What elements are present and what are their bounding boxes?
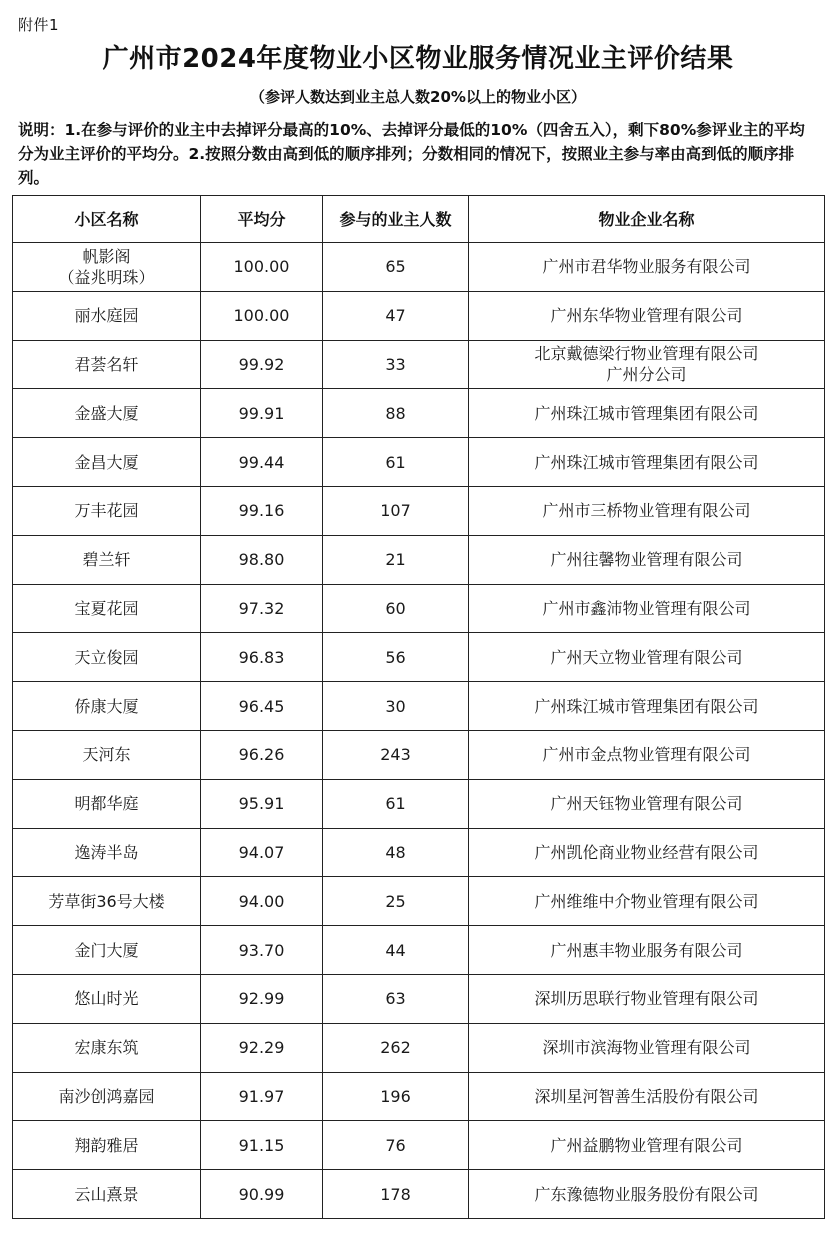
cell-company-name: 广州益鹏物业管理有限公司 (469, 1121, 825, 1170)
cell-participant-count: 65 (323, 243, 469, 292)
cell-community-name: 金盛大厦 (13, 389, 201, 438)
cell-average-score: 92.29 (201, 1023, 323, 1072)
table-row (13, 584, 825, 633)
cell-company-name: 广州珠江城市管理集团有限公司 (469, 389, 825, 438)
cell-company-name: 广州天立物业管理有限公司 (469, 633, 825, 682)
table-row (13, 974, 825, 1023)
table-row (13, 633, 825, 682)
cell-average-score: 94.07 (201, 828, 323, 877)
cell-average-score: 100.00 (201, 291, 323, 340)
cell-community-name: 逸涛半岛 (13, 828, 201, 877)
cell-average-score: 96.83 (201, 633, 323, 682)
table-row (13, 877, 825, 926)
cell-company-name: 北京戴德梁行物业管理有限公司 广州分公司 (469, 340, 825, 389)
cell-community-name: 宝夏花园 (13, 584, 201, 633)
cell-community-name: 帆影阁 （益兆明珠） (13, 243, 201, 292)
cell-participant-count: 107 (323, 486, 469, 535)
header-community-name: 小区名称 (13, 196, 201, 243)
table-body (13, 243, 825, 1219)
cell-company-name: 广州市三桥物业管理有限公司 (469, 486, 825, 535)
attachment-label: 附件1 (18, 16, 60, 34)
table-row (13, 828, 825, 877)
cell-company-name: 广州珠江城市管理集团有限公司 (469, 438, 825, 487)
cell-company-name: 广州凯伦商业物业经营有限公司 (469, 828, 825, 877)
cell-participant-count: 30 (323, 682, 469, 731)
cell-community-name: 丽水庭园 (13, 291, 201, 340)
cell-participant-count: 56 (323, 633, 469, 682)
cell-average-score: 99.44 (201, 438, 323, 487)
cell-community-name: 明都华庭 (13, 779, 201, 828)
table-row (13, 243, 825, 292)
table-row (13, 1072, 825, 1121)
cell-participant-count: 76 (323, 1121, 469, 1170)
cell-participant-count: 88 (323, 389, 469, 438)
table-row (13, 438, 825, 487)
cell-participant-count: 63 (323, 974, 469, 1023)
cell-company-name: 广州东华物业管理有限公司 (469, 291, 825, 340)
cell-participant-count: 196 (323, 1072, 469, 1121)
header-participant-count: 参与的业主人数 (323, 196, 469, 243)
cell-participant-count: 262 (323, 1023, 469, 1072)
cell-community-name: 悠山时光 (13, 974, 201, 1023)
cell-average-score: 99.91 (201, 389, 323, 438)
cell-participant-count: 33 (323, 340, 469, 389)
cell-average-score: 98.80 (201, 535, 323, 584)
cell-average-score: 94.00 (201, 877, 323, 926)
cell-participant-count: 48 (323, 828, 469, 877)
cell-average-score: 100.00 (201, 243, 323, 292)
cell-company-name: 深圳市滨海物业管理有限公司 (469, 1023, 825, 1072)
cell-average-score: 97.32 (201, 584, 323, 633)
table-row (13, 1121, 825, 1170)
cell-company-name: 深圳历思联行物业管理有限公司 (469, 974, 825, 1023)
header-average-score: 平均分 (201, 196, 323, 243)
cell-company-name: 广东豫德物业服务股份有限公司 (469, 1170, 825, 1219)
cell-average-score: 99.16 (201, 486, 323, 535)
table-row (13, 291, 825, 340)
table-row (13, 1170, 825, 1219)
cell-company-name: 广州市金点物业管理有限公司 (469, 730, 825, 779)
page-title: 广州市2024年度物业小区物业服务情况业主评价结果 (102, 44, 734, 74)
table-row (13, 486, 825, 535)
cell-average-score: 99.92 (201, 340, 323, 389)
cell-average-score: 92.99 (201, 974, 323, 1023)
cell-average-score: 91.15 (201, 1121, 323, 1170)
cell-participant-count: 61 (323, 779, 469, 828)
cell-average-score: 93.70 (201, 926, 323, 975)
cell-community-name: 天立俊园 (13, 633, 201, 682)
cell-company-name: 广州珠江城市管理集团有限公司 (469, 682, 825, 731)
cell-community-name: 万丰花园 (13, 486, 201, 535)
cell-community-name: 金昌大厦 (13, 438, 201, 487)
table-row (13, 535, 825, 584)
cell-participant-count: 21 (323, 535, 469, 584)
cell-company-name: 广州惠丰物业服务有限公司 (469, 926, 825, 975)
cell-community-name: 芳草街36号大楼 (13, 877, 201, 926)
cell-company-name: 深圳星河智善生活股份有限公司 (469, 1072, 825, 1121)
cell-community-name: 君荟名轩 (13, 340, 201, 389)
cell-average-score: 95.91 (201, 779, 323, 828)
header-company-name: 物业企业名称 (469, 196, 825, 243)
cell-average-score: 91.97 (201, 1072, 323, 1121)
table-row (13, 926, 825, 975)
cell-company-name: 广州市鑫沛物业管理有限公司 (469, 584, 825, 633)
cell-company-name: 广州天钰物业管理有限公司 (469, 779, 825, 828)
cell-average-score: 96.45 (201, 682, 323, 731)
table-row (13, 682, 825, 731)
cell-community-name: 侨康大厦 (13, 682, 201, 731)
cell-participant-count: 25 (323, 877, 469, 926)
table-row (13, 1023, 825, 1072)
cell-company-name: 广州市君华物业服务有限公司 (469, 243, 825, 292)
cell-community-name: 南沙创鸿嘉园 (13, 1072, 201, 1121)
table-row (13, 779, 825, 828)
cell-participant-count: 44 (323, 926, 469, 975)
cell-participant-count: 47 (323, 291, 469, 340)
cell-company-name: 广州维维中介物业管理有限公司 (469, 877, 825, 926)
cell-average-score: 96.26 (201, 730, 323, 779)
cell-participant-count: 60 (323, 584, 469, 633)
table-row (13, 389, 825, 438)
cell-community-name: 翔韵雅居 (13, 1121, 201, 1170)
table-row (13, 730, 825, 779)
results-table (12, 195, 825, 1219)
cell-community-name: 碧兰轩 (13, 535, 201, 584)
page-subtitle: （参评人数达到业主总人数20%以上的物业小区） (250, 88, 586, 106)
table-header-row (13, 196, 825, 243)
cell-community-name: 云山熹景 (13, 1170, 201, 1219)
cell-participant-count: 243 (323, 730, 469, 779)
table-row (13, 340, 825, 389)
cell-average-score: 90.99 (201, 1170, 323, 1219)
cell-participant-count: 61 (323, 438, 469, 487)
cell-community-name: 天河东 (13, 730, 201, 779)
cell-company-name: 广州往馨物业管理有限公司 (469, 535, 825, 584)
cell-participant-count: 178 (323, 1170, 469, 1219)
cell-community-name: 金门大厦 (13, 926, 201, 975)
explanation-note: 说明：1.在参与评价的业主中去掉评分最高的10%、去掉评分最低的10%（四舍五入），剩下80%参评业主的平均分为业主评价的平均分。2.按照分数由高到低的顺序排列；分数相同的情况下，按照业主参与率由高到低的顺序排列。 (18, 121, 805, 187)
cell-community-name: 宏康东筑 (13, 1023, 201, 1072)
